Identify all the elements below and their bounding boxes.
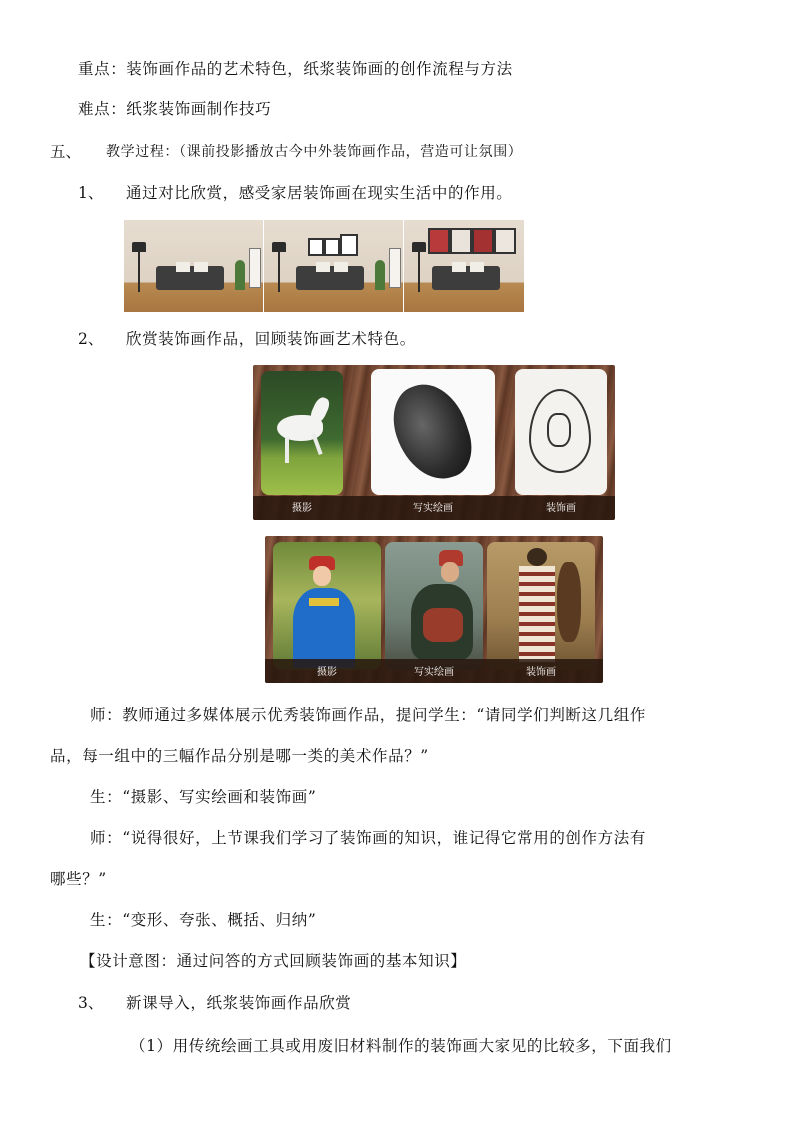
horse-comparison-image (253, 365, 615, 520)
realistic-portrait-painting (385, 542, 483, 670)
caption-photo-2: 摄影 (317, 667, 337, 678)
caption-decorative-2: 装饰画 (526, 667, 556, 678)
room-photo-plain (124, 220, 263, 312)
decorative-portrait-painting (487, 542, 595, 670)
teacher-question-line2: 品，每一组中的三幅作品分别是哪一类的美术作品？” (50, 747, 429, 765)
section-heading: 教学过程：（课前投影播放古今中外装饰画作品，营造可让氛围） (106, 144, 523, 160)
item-number-2: 2、 (78, 330, 104, 348)
teacher-question-line1: 师：教师通过多媒体展示优秀装饰画作品，提问学生：“请同学们判断这几组作 (90, 706, 646, 724)
item-number-3: 3、 (78, 994, 104, 1012)
item-text-2: 欣赏装饰画作品，回顾装饰画艺术特色。 (126, 330, 416, 348)
realistic-horse-drawing (371, 369, 495, 495)
section-number: 五、 (50, 143, 82, 161)
room-photo-frames (264, 220, 403, 312)
caption-realistic-2: 写实绘画 (414, 667, 454, 678)
room-photo-paintings (404, 220, 524, 312)
teacher-reply-line1: 师：“说得很好，上节课我们学习了装饰画的知识，谁记得它常用的创作方法有 (90, 829, 646, 847)
difficulty-line: 难点：纸浆装饰画制作技巧 (78, 100, 272, 118)
portrait-comparison-image (265, 536, 603, 683)
key-points-line: 重点：装饰画作品的艺术特色，纸浆装饰画的创作流程与方法 (78, 60, 513, 78)
item-text-1: 通过对比欣赏，感受家居装饰画在现实生活中的作用。 (126, 184, 513, 202)
item-text-3: 新课导入，纸浆装饰画作品欣赏 (126, 994, 352, 1012)
teacher-reply-line2: 哪些？” (50, 870, 107, 888)
design-intent: 【设计意图：通过问答的方式回顾装饰画的基本知识】 (80, 952, 467, 970)
caption-realistic: 写实绘画 (413, 503, 453, 514)
horse-photo (261, 371, 343, 495)
student-answer-2: 生：“变形、夸张、概括、归纳” (90, 911, 317, 929)
decorative-horse-drawing (515, 369, 607, 495)
student-answer-1: 生：“摄影、写实绘画和装饰画” (90, 788, 317, 806)
portrait-photo (273, 542, 381, 670)
subitem-text-1: （1）用传统绘画工具或用废旧材料制作的装饰画大家见的比较多，下面我们 (130, 1037, 672, 1055)
item-number-1: 1、 (78, 184, 104, 202)
caption-photo: 摄影 (292, 503, 312, 514)
caption-decorative: 装饰画 (546, 503, 576, 514)
